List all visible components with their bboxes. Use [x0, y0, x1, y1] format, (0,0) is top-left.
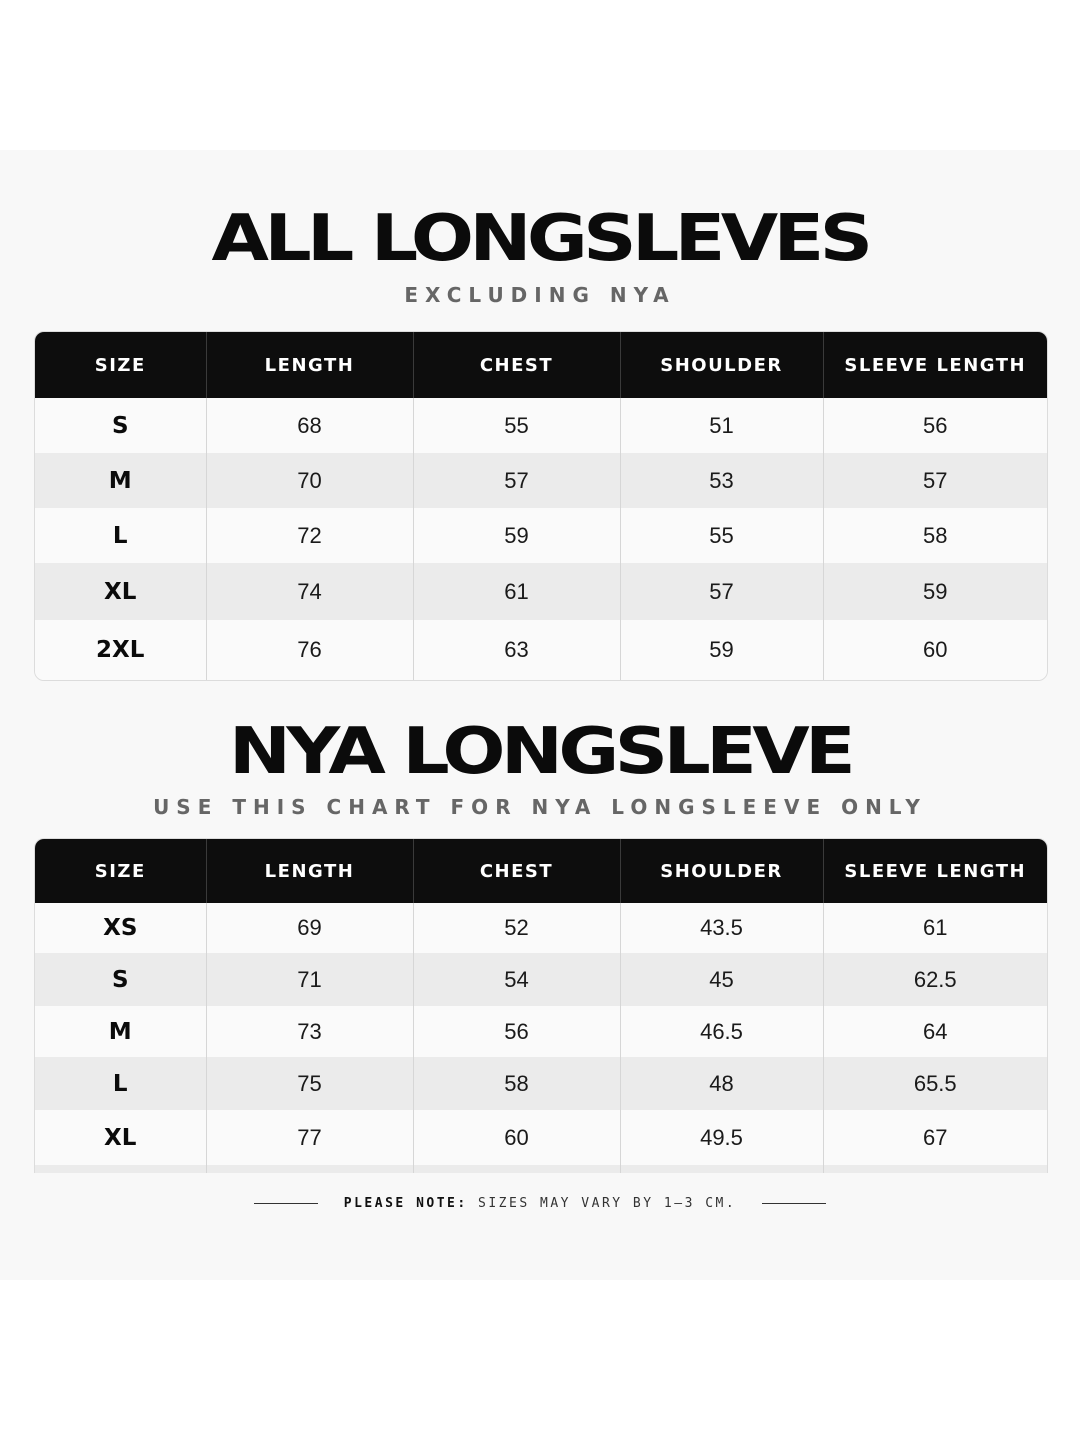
section-subtitle: USE THIS CHART FOR NYA LONGSLEEVE ONLY [153, 795, 927, 819]
table-row [35, 953, 1047, 1006]
shoulder-cell: 49.5 [620, 1110, 823, 1165]
sleeve-length-cell: 56 [823, 398, 1047, 453]
length-cell: 69 [206, 903, 413, 953]
section-subtitle: EXCLUDING NYA [404, 283, 676, 307]
divider-left [254, 1203, 318, 1204]
shoulder-cell: 51 [620, 398, 823, 453]
table-row [35, 1057, 1047, 1110]
length-cell: 73 [206, 1006, 413, 1057]
size-cell: S [35, 953, 206, 1006]
table-row-cut [35, 1165, 1047, 1173]
length-cell: 68 [206, 398, 413, 453]
chest-cell: 63 [413, 620, 620, 680]
size-cell: M [35, 453, 206, 508]
table-row [35, 620, 1047, 680]
size-table-all-longsleeves [34, 331, 1048, 681]
shoulder-cell: 57 [620, 563, 823, 620]
section-subtitle-wrap [0, 283, 1080, 307]
section-subtitle-wrap [0, 795, 1080, 819]
empty-cell [206, 1165, 413, 1173]
length-cell: 75 [206, 1057, 413, 1110]
chest-cell: 61 [413, 563, 620, 620]
sleeve-length-cell: 61 [823, 903, 1047, 953]
table-row [35, 1110, 1047, 1165]
section-title: ALL LONGSLEVES [211, 202, 869, 276]
empty-cell [620, 1165, 823, 1173]
chest-cell: 57 [413, 453, 620, 508]
column-header-shoulder: SHOULDER [620, 839, 823, 903]
length-cell: 71 [206, 953, 413, 1006]
table-row [35, 1006, 1047, 1057]
size-note [0, 1196, 1080, 1211]
size-cell: M [35, 1006, 206, 1057]
table-row [35, 398, 1047, 453]
length-cell: 72 [206, 508, 413, 563]
chest-cell: 54 [413, 953, 620, 1006]
column-header-shoulder: SHOULDER [620, 332, 823, 398]
section-title: NYA LONGSLEVE [228, 715, 852, 789]
size-cell: 2XL [35, 620, 206, 680]
table-header-row [35, 332, 1047, 398]
shoulder-cell: 45 [620, 953, 823, 1006]
chest-cell: 59 [413, 508, 620, 563]
length-cell: 77 [206, 1110, 413, 1165]
chest-cell: 60 [413, 1110, 620, 1165]
column-header-length: LENGTH [206, 839, 413, 903]
chest-cell: 58 [413, 1057, 620, 1110]
table-row [35, 508, 1047, 563]
length-cell: 76 [206, 620, 413, 680]
empty-cell [35, 1165, 206, 1173]
column-header-length: LENGTH [206, 332, 413, 398]
sleeve-length-cell: 58 [823, 508, 1047, 563]
shoulder-cell: 53 [620, 453, 823, 508]
note-text: SIZES MAY VARY BY 1–3 CM. [478, 1196, 737, 1211]
section-nya-longsleeve-header [0, 715, 1080, 789]
table-row [35, 453, 1047, 508]
sleeve-length-cell: 67 [823, 1110, 1047, 1165]
divider-right [762, 1203, 826, 1204]
length-cell: 74 [206, 563, 413, 620]
section-all-longsleeves-header [0, 202, 1080, 276]
column-header-size: SIZE [35, 332, 206, 398]
chest-cell: 52 [413, 903, 620, 953]
chest-cell: 55 [413, 398, 620, 453]
column-header-size: SIZE [35, 839, 206, 903]
empty-cell [823, 1165, 1047, 1173]
sleeve-length-cell: 60 [823, 620, 1047, 680]
sleeve-length-cell: 62.5 [823, 953, 1047, 1006]
shoulder-cell: 59 [620, 620, 823, 680]
shoulder-cell: 48 [620, 1057, 823, 1110]
size-cell: XS [35, 903, 206, 953]
column-header-chest: CHEST [413, 332, 620, 398]
table-row [35, 563, 1047, 620]
sleeve-length-cell: 65.5 [823, 1057, 1047, 1110]
size-cell: XL [35, 1110, 206, 1165]
table-header-row [35, 839, 1047, 903]
shoulder-cell: 55 [620, 508, 823, 563]
size-cell: L [35, 1057, 206, 1110]
column-header-sleeve-length: SLEEVE LENGTH [823, 332, 1047, 398]
size-cell: L [35, 508, 206, 563]
shoulder-cell: 46.5 [620, 1006, 823, 1057]
sleeve-length-cell: 59 [823, 563, 1047, 620]
size-cell: S [35, 398, 206, 453]
note-label: PLEASE NOTE: [343, 1196, 468, 1211]
shoulder-cell: 43.5 [620, 903, 823, 953]
column-header-sleeve-length: SLEEVE LENGTH [823, 839, 1047, 903]
size-table-nya-longsleeve [34, 838, 1048, 1173]
size-cell: XL [35, 563, 206, 620]
length-cell: 70 [206, 453, 413, 508]
sleeve-length-cell: 64 [823, 1006, 1047, 1057]
sleeve-length-cell: 57 [823, 453, 1047, 508]
chest-cell: 56 [413, 1006, 620, 1057]
empty-cell [413, 1165, 620, 1173]
column-header-chest: CHEST [413, 839, 620, 903]
table-row [35, 903, 1047, 953]
